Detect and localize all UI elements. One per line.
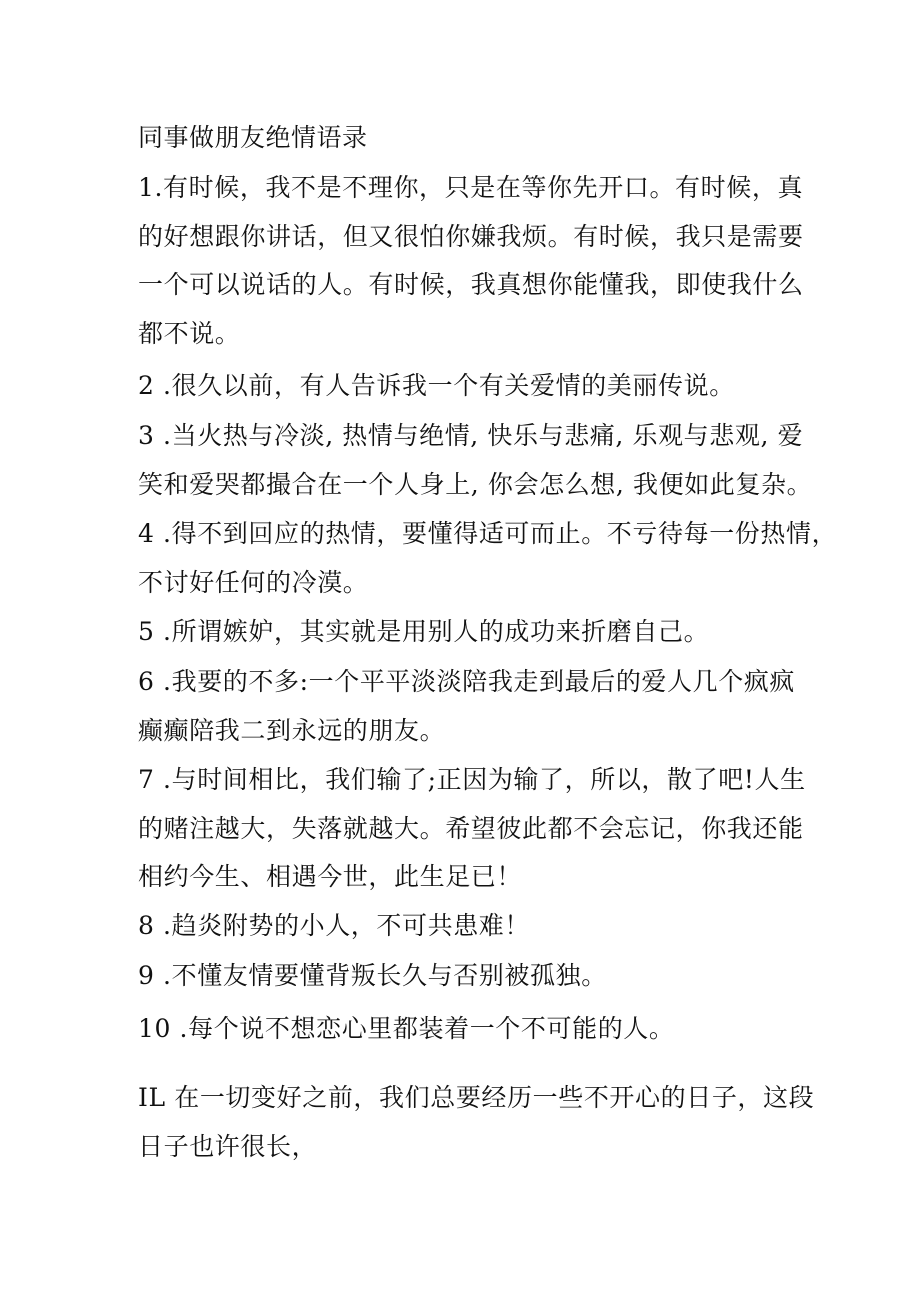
text-line: 5 .所谓嫉妒，其实就是用别人的成功来折磨自己。 bbox=[138, 617, 710, 646]
quote-paragraph-7 bbox=[138, 756, 806, 902]
quote-paragraph-3 bbox=[138, 412, 813, 509]
quote-paragraph-5 bbox=[138, 608, 788, 657]
text-line: IL 在一切变好之前，我们总要经历一些不开心的日子，这段 bbox=[138, 1083, 815, 1112]
text-line: 一个可以说话的人。有时候，我真想你能懂我，即使我什么 bbox=[138, 270, 804, 299]
text-line: 不讨好任何的冷漠。 bbox=[138, 567, 369, 597]
text-line: 9 .不懂友情要懂背叛长久与否别被孤独。 bbox=[138, 961, 607, 990]
text-line: 7 .与时间相比，我们输了;正因为输了，所以，散了吧!人生 bbox=[138, 765, 806, 794]
quote-paragraph-9 bbox=[138, 952, 788, 1001]
text-line: 的赌注越大，失落就越大。希望彼此都不会忘记，你我还能 bbox=[138, 813, 804, 843]
quote-paragraph-6 bbox=[138, 658, 796, 755]
text-line: 日子也许很长， bbox=[138, 1131, 318, 1161]
quote-paragraph-2 bbox=[138, 362, 788, 411]
quote-paragraph-10 bbox=[138, 1005, 788, 1054]
text-line: 都不说。 bbox=[138, 318, 241, 348]
document-title: 同事做朋友绝情语录 bbox=[138, 123, 368, 152]
text-line: 8 .趋炎附势的小人，不可共患难！ bbox=[138, 911, 531, 940]
text-line: 相约今生、相遇今世，此生足已！ bbox=[138, 862, 523, 891]
text-line: 10 .每个说不想恋心里都装着一个不可能的人。 bbox=[138, 1014, 675, 1043]
text-line: 2 .很久以前，有人告诉我一个有关爱情的美丽传说。 bbox=[138, 371, 735, 400]
quote-paragraph-1 bbox=[138, 164, 804, 358]
text-line: 癫癫陪我二到永远的朋友。 bbox=[138, 715, 446, 745]
text-line: 的好想跟你讲话，但又很怕你嫌我烦。有时候，我只是需要 bbox=[138, 221, 804, 251]
quote-paragraph-8 bbox=[138, 902, 788, 951]
text-line: 3 .当火热与冷淡, 热情与绝情, 快乐与悲痛, 乐观与悲观, 爱 bbox=[138, 421, 804, 450]
text-line: 6 .我要的不多:一个平平淡淡陪我走到最后的爱人几个疯疯 bbox=[138, 667, 796, 696]
text-line: 笑和爱哭都撮合在一个人身上, 你会怎么想, 我便如此复杂。 bbox=[138, 469, 813, 499]
quote-paragraph-11 bbox=[138, 1074, 815, 1171]
text-line: 1.有时候，我不是不理你，只是在等你先开口。有时候，真 bbox=[138, 173, 804, 202]
quote-paragraph-4 bbox=[138, 510, 838, 607]
text-line: 4 .得不到回应的热情，要懂得适可而止。不亏待每一份热情， bbox=[138, 519, 838, 548]
